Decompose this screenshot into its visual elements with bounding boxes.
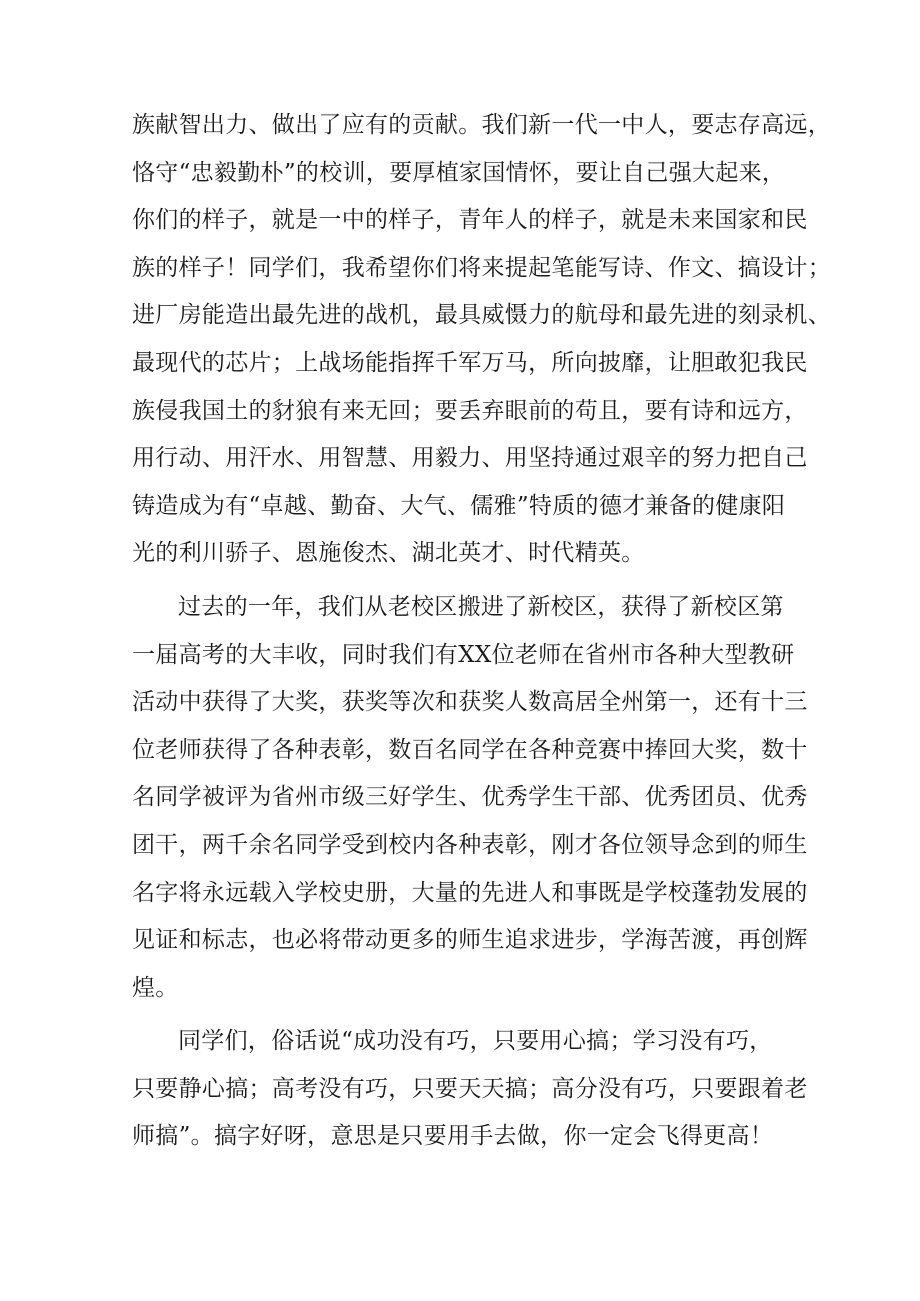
text-line: 用行动、用汗水、用智慧、用毅力、用坚持通过艰辛的努力把自己: [132, 445, 808, 472]
text-line: 族的样子！同学们，我希望你们将来提起笔能写诗、作文、搞设计；: [132, 254, 831, 281]
paragraph-2: [132, 584, 812, 1012]
text-line: 进厂房能造出最先进的战机，最具威慑力的航母和最先进的刻录机、: [132, 302, 831, 329]
text-line: 你们的样子，就是一中的样子，青年人的样子，就是未来国家和民: [132, 207, 808, 234]
paragraph-1: [132, 102, 831, 578]
text-line: 同学们，俗话说“成功没有巧，只要用心搞；学习没有巧，: [178, 1028, 773, 1055]
text-line: 师搞”。搞字好呀，意思是只要用手去做，你一定会飞得更高！: [132, 1123, 774, 1150]
text-line: 只要静心搞；高考没有巧，只要天天搞；高分没有巧，只要跟着老: [132, 1075, 808, 1102]
text-line: 铸造成为有“卓越、勤奋、大气、儒雅”特质的德才兼备的健康阳: [132, 492, 786, 519]
text-line: 族侵我国土的豺狼有来无回；要丢弃眼前的苟且，要有诗和远方，: [132, 397, 808, 424]
text-line: 团干，两千余名同学受到校内各种表彰，刚才各位领导念到的师生: [132, 831, 808, 858]
text-line: 活动中获得了大奖，获奖等次和获奖人数高居全州第一，还有十三: [132, 689, 808, 716]
text-line: 煌。: [132, 974, 179, 1001]
text-line: 一届高考的大丰收，同时我们有XX位老师在省州市各种大型教研: [132, 641, 795, 668]
text-line: 见证和标志，也必将带动更多的师生追求进步，学海苦渡，再创辉: [132, 927, 808, 954]
text-line: 过去的一年，我们从老校区搬进了新校区，获得了新校区第: [178, 593, 784, 620]
text-line: 最现代的芯片；上战场能指挥千军万马，所向披靡，让胆敢犯我民: [132, 349, 808, 376]
text-line: 恪守“忠毅勤朴”的校训，要厚植家国情怀，要让自己强大起来，: [132, 159, 786, 186]
text-line: 名同学被评为省州市级三好学生、优秀学生干部、优秀团员、优秀: [132, 784, 808, 811]
paragraph-3: [132, 1018, 812, 1161]
text-line: 名字将永远载入学校史册，大量的先进人和事既是学校蓬勃发展的: [132, 879, 808, 906]
text-line: 光的利川骄子、恩施俊杰、湖北英才、时代精英。: [132, 540, 645, 567]
text-line: 位老师获得了各种表彰，数百名同学在各种竞赛中捧回大奖，数十: [132, 736, 808, 763]
body-text: [132, 102, 831, 1161]
text-line: 族献智出力、做出了应有的贡献。我们新一代一中人，要志存高远，: [132, 112, 831, 138]
